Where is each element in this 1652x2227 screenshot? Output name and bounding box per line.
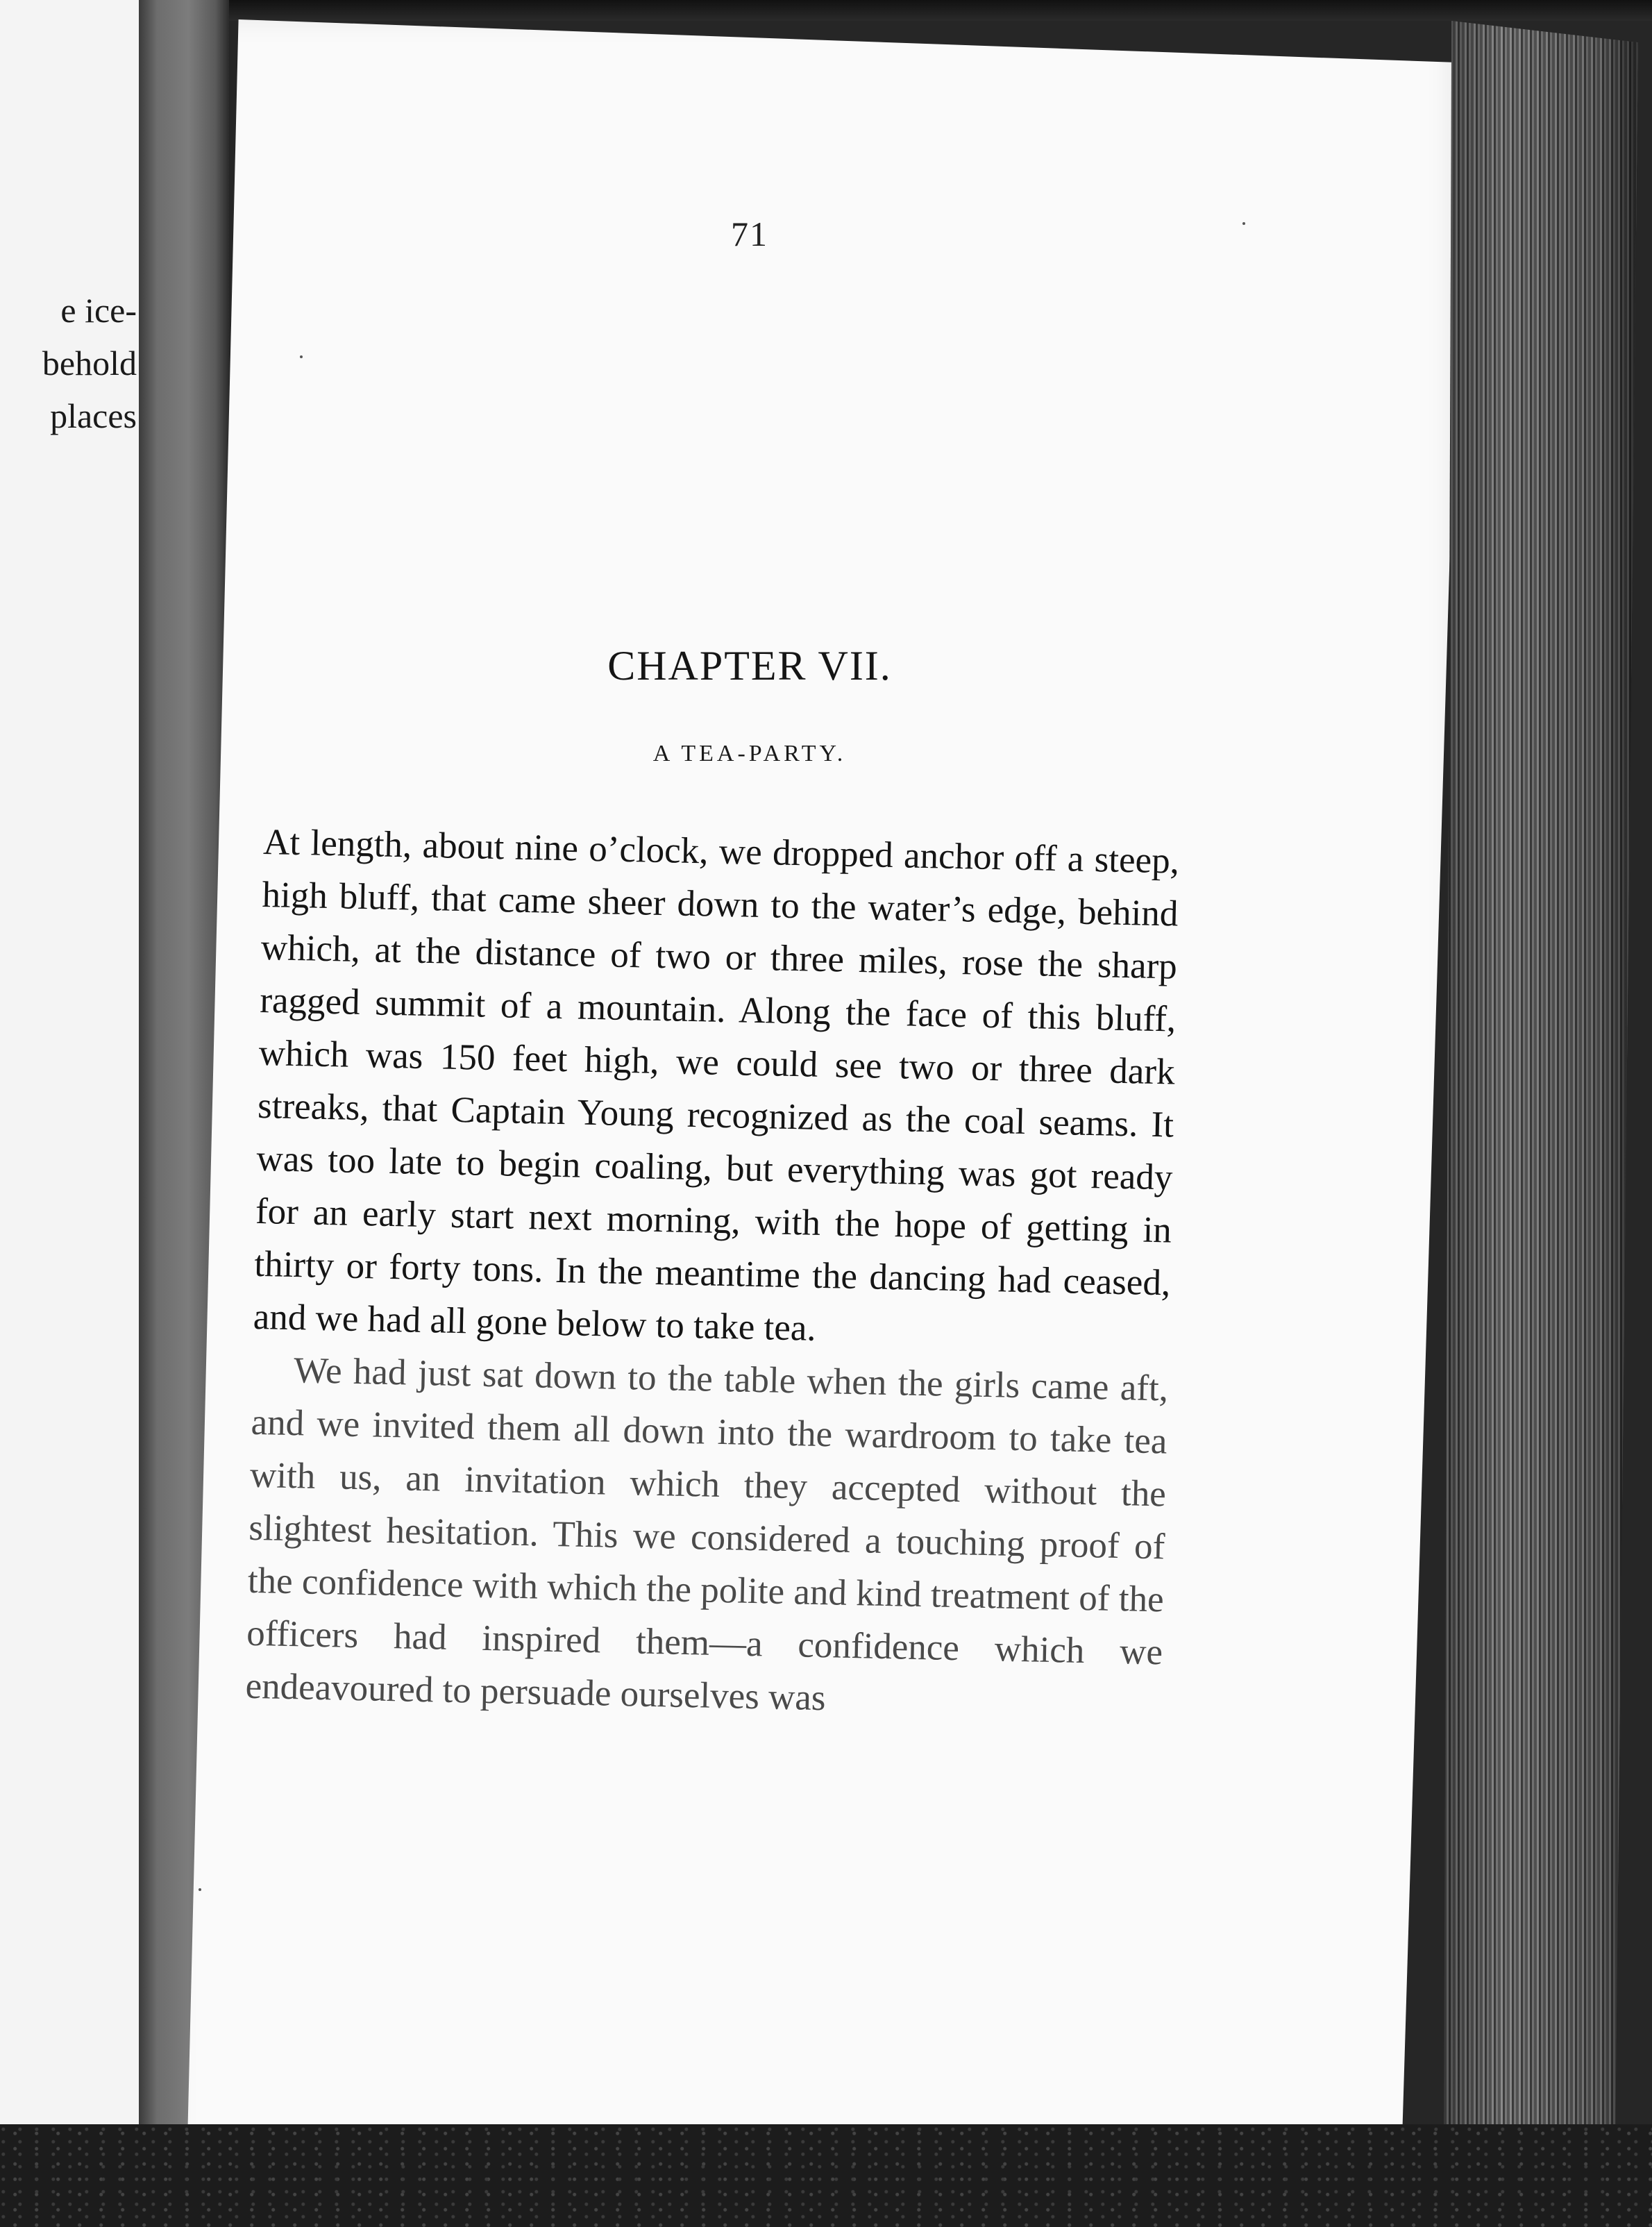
chapter-subtitle: A TEA-PARTY. xyxy=(652,741,847,766)
facing-page-line: e ice- xyxy=(60,291,137,330)
body-paragraph: At length, about nine o’clock, we dropped anchor off a steep, high bluff, that came sheer down to the water’s edge, behind which, at the distance of two or three miles, rose the sharp ragged summit of a mountain. Along the face of this bluff, which was 150 feet high, we could see two or three dark streaks, that Captain Young recognized as the coal seams. It was too late to begin coaling, but everything was got ready for an early start next morning, with the hope of getting in thirty or forty tons. In the meantime the dancing had ceased, and we had all gone below to take tea. xyxy=(253,821,1180,1349)
page-number: 71 xyxy=(731,215,768,253)
chapter-body xyxy=(242,816,1180,1904)
scanner-bottom-border xyxy=(0,2124,1652,2227)
body-paragraph: We had just sat down to the table when the girls came aft, and we invited them all down into the wardroom to take tea with us, an invitation which they accepted without the slightest hesitation. This we considered a touching proof of the confidence with which the polite and kind treatment of the officers had inspired them—a confidence which we endeavoured to persuade ourselves was xyxy=(245,1350,1169,1719)
paper-speck xyxy=(199,1888,201,1891)
page-stack-shadow xyxy=(1444,21,1638,2180)
paper-speck xyxy=(300,355,303,358)
chapter-title: CHAPTER VII. xyxy=(607,643,892,689)
scanner-top-border xyxy=(0,0,1652,21)
facing-page xyxy=(0,0,142,2124)
facing-page-line: behold xyxy=(42,344,137,383)
paper-speck xyxy=(1242,222,1245,225)
facing-page-line: places xyxy=(50,396,137,435)
